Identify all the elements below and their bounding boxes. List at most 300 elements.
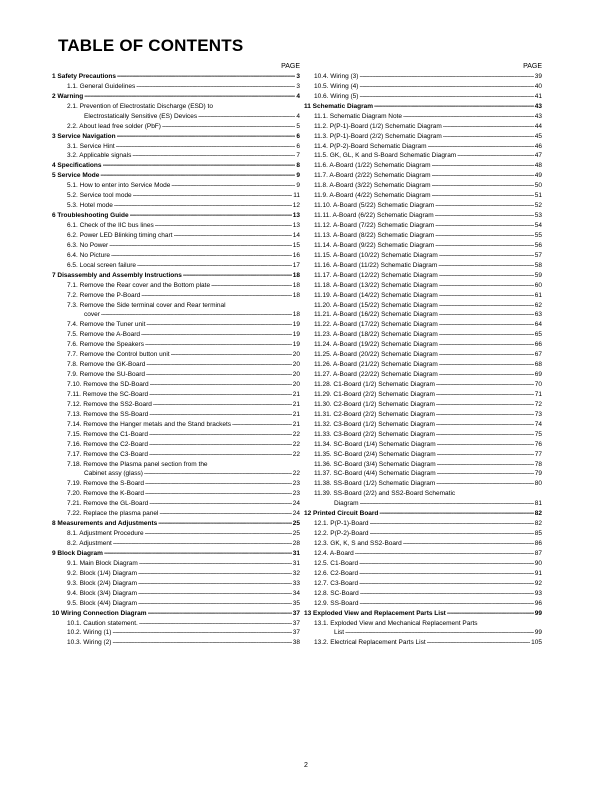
toc-section[interactable] bbox=[48, 161, 300, 171]
toc-entry[interactable] bbox=[48, 301, 300, 311]
dot-leader bbox=[436, 479, 534, 489]
toc-entry-title: 9.2. Block (1/4) Diagram bbox=[67, 569, 138, 577]
dot-leader bbox=[432, 171, 534, 181]
toc-entry-title: 5 Service Mode bbox=[52, 172, 100, 180]
toc-entry-title: 7.16. Remove the C2-Board bbox=[67, 440, 148, 448]
toc-entry-title: 13.1. Exploded View and Mechanical Replacement Parts bbox=[314, 619, 478, 627]
toc-entry-title: 12.9. SS-Board bbox=[314, 599, 359, 607]
toc-entry[interactable] bbox=[297, 479, 542, 489]
toc-entry[interactable] bbox=[297, 291, 542, 301]
toc-entry-title: 11.4. P(P-2)-Board Schematic Diagram bbox=[314, 142, 427, 150]
toc-entry-title: 7.1. Remove the Rear cover and the Bottom plate bbox=[67, 281, 211, 289]
toc-entry-page: 79 bbox=[534, 470, 542, 478]
toc-entry-page: 9 bbox=[296, 182, 300, 190]
toc-entry[interactable] bbox=[48, 221, 300, 231]
dot-leader bbox=[145, 340, 292, 350]
toc-entry-title: 11 Schematic Diagram bbox=[304, 102, 374, 110]
toc-entry[interactable] bbox=[297, 360, 542, 370]
dot-leader bbox=[435, 241, 534, 251]
toc-entry[interactable] bbox=[48, 499, 300, 509]
toc-entry[interactable] bbox=[48, 191, 300, 201]
toc-entry[interactable] bbox=[48, 430, 300, 440]
toc-entry-title: 10.3. Wiring (2) bbox=[67, 639, 112, 647]
toc-entry[interactable] bbox=[297, 430, 542, 440]
toc-entry-page: 33 bbox=[292, 579, 300, 587]
toc-entry-title: 13 Exploded View and Replacement Parts List bbox=[304, 609, 446, 617]
toc-entry[interactable] bbox=[297, 440, 542, 450]
dot-leader bbox=[104, 549, 292, 559]
toc-entry[interactable] bbox=[48, 102, 300, 112]
dot-leader bbox=[139, 619, 292, 629]
toc-section[interactable] bbox=[48, 549, 300, 559]
toc-entry[interactable] bbox=[48, 311, 300, 321]
toc-entry[interactable] bbox=[297, 251, 542, 261]
toc-entry-title: 11.7. A-Board (2/22) Schematic Diagram bbox=[314, 172, 431, 180]
toc-entry-title: 11.32. C3-Board (1/2) Schematic Diagram bbox=[314, 420, 435, 428]
toc-entry-page: 54 bbox=[534, 222, 542, 230]
toc-entry[interactable] bbox=[48, 82, 300, 92]
toc-entry-title: 11.31. C2-Board (2/2) Schematic Diagram bbox=[314, 410, 435, 418]
toc-entry[interactable] bbox=[48, 489, 300, 499]
toc-entry[interactable] bbox=[48, 579, 300, 589]
toc-entry[interactable] bbox=[297, 638, 542, 648]
toc-entry[interactable] bbox=[297, 201, 542, 211]
toc-entry-title: 11.30. C2-Board (1/2) Schematic Diagram bbox=[314, 400, 435, 408]
dot-leader bbox=[149, 410, 291, 420]
toc-entry-page: 19 bbox=[292, 341, 300, 349]
toc-entry-page: 99 bbox=[534, 629, 542, 637]
dot-leader bbox=[112, 628, 291, 638]
toc-entry[interactable] bbox=[48, 340, 300, 350]
toc-entry-page: 22 bbox=[292, 450, 300, 458]
toc-entry[interactable] bbox=[48, 251, 300, 261]
toc-entry[interactable] bbox=[297, 470, 542, 480]
dot-leader bbox=[159, 509, 291, 519]
toc-entry-title: 12.1. P(P-1)-Board bbox=[314, 520, 369, 528]
toc-entry[interactable] bbox=[297, 92, 542, 102]
dot-leader bbox=[149, 499, 291, 509]
dot-leader bbox=[153, 400, 292, 410]
toc-entry[interactable] bbox=[48, 201, 300, 211]
toc-entry[interactable] bbox=[297, 599, 542, 609]
toc-entry-title: 7.13. Remove the SS-Board bbox=[67, 410, 149, 418]
toc-entry[interactable] bbox=[297, 410, 542, 420]
dot-leader bbox=[117, 72, 295, 82]
toc-entry-title: 11.10. A-Board (5/22) Schematic Diagram bbox=[314, 202, 435, 210]
toc-entry[interactable] bbox=[48, 112, 300, 122]
dot-leader bbox=[144, 469, 292, 479]
dot-leader bbox=[100, 171, 295, 181]
dot-leader bbox=[146, 320, 291, 330]
toc-entry-page: 40 bbox=[534, 82, 542, 90]
toc-entry-page: 34 bbox=[292, 589, 300, 597]
toc-entry[interactable] bbox=[297, 400, 542, 410]
toc-entry-page: 21 bbox=[292, 420, 300, 428]
toc-entry-title: 11.11. A-Board (6/22) Schematic Diagram bbox=[314, 212, 434, 220]
toc-entry[interactable] bbox=[297, 519, 542, 529]
toc-entry[interactable] bbox=[297, 142, 542, 152]
toc-entry[interactable] bbox=[297, 82, 542, 92]
toc-entry[interactable] bbox=[48, 320, 300, 330]
toc-entry-title: 6.4. No Picture bbox=[67, 251, 110, 259]
toc-entry-page: 56 bbox=[534, 241, 542, 249]
toc-entry[interactable] bbox=[297, 152, 542, 162]
toc-entry[interactable] bbox=[48, 330, 300, 340]
toc-entry-title: 11.14. A-Board (9/22) Schematic Diagram bbox=[314, 241, 435, 249]
toc-entry-page: 17 bbox=[292, 261, 300, 269]
toc-entry[interactable] bbox=[48, 380, 300, 390]
toc-entry-page: 52 bbox=[534, 202, 542, 210]
dot-leader bbox=[432, 161, 534, 171]
toc-entry[interactable] bbox=[48, 539, 300, 549]
toc-entry[interactable] bbox=[297, 191, 542, 201]
toc-entry[interactable] bbox=[48, 410, 300, 420]
toc-entry-page: 92 bbox=[534, 579, 542, 587]
dot-leader bbox=[439, 301, 534, 311]
toc-entry-page: 99 bbox=[534, 609, 542, 617]
dot-leader bbox=[403, 112, 534, 122]
toc-entry-page: 22 bbox=[292, 430, 300, 438]
toc-entry[interactable] bbox=[48, 599, 300, 609]
toc-entry-title: 7.18. Remove the Plasma panel section from the bbox=[67, 460, 208, 468]
toc-entry-page: 49 bbox=[534, 172, 542, 180]
dot-leader bbox=[146, 360, 291, 370]
toc-entry[interactable] bbox=[297, 629, 542, 639]
toc-entry[interactable] bbox=[297, 549, 542, 559]
dot-leader bbox=[183, 271, 292, 281]
toc-entry[interactable] bbox=[297, 529, 542, 539]
dot-leader bbox=[101, 310, 292, 320]
toc-entry-title: 11.36. SC-Board (3/4) Schematic Diagram bbox=[314, 460, 436, 468]
toc-entry-page: 77 bbox=[534, 450, 542, 458]
dot-leader bbox=[436, 410, 534, 420]
toc-entry-page: 3 bbox=[296, 82, 300, 90]
toc-entry-title: 12.4. A-Board bbox=[314, 549, 354, 557]
dot-leader bbox=[435, 211, 534, 221]
toc-entry[interactable] bbox=[297, 281, 542, 291]
toc-section[interactable] bbox=[48, 271, 300, 281]
toc-entry-page: 73 bbox=[534, 410, 542, 418]
toc-entry[interactable] bbox=[48, 181, 300, 191]
toc-section[interactable] bbox=[48, 609, 300, 619]
toc-entry-title: 7.17. Remove the C3-Board bbox=[67, 450, 148, 458]
toc-entry[interactable] bbox=[297, 221, 542, 231]
toc-entry[interactable] bbox=[48, 479, 300, 489]
toc-entry-title: 11.33. C3-Board (2/2) Schematic Diagram bbox=[314, 430, 435, 438]
toc-entry-title: 5.3. Hotel mode bbox=[67, 202, 113, 210]
toc-entry[interactable] bbox=[297, 370, 542, 380]
toc-entry-page: 48 bbox=[534, 162, 542, 170]
toc-entry-title: 1.1. General Guidelines bbox=[67, 82, 136, 90]
toc-entry-title: 9 Block Diagram bbox=[52, 549, 103, 557]
toc-entry[interactable] bbox=[297, 489, 542, 499]
toc-entry-page: 87 bbox=[534, 549, 542, 557]
toc-entry-page: 4 bbox=[296, 92, 300, 100]
toc-entry[interactable] bbox=[48, 638, 300, 648]
toc-entry-page: 46 bbox=[534, 142, 542, 150]
toc-entry-page: 39 bbox=[534, 72, 542, 80]
dot-leader bbox=[437, 450, 534, 460]
dot-leader bbox=[428, 142, 534, 152]
dot-leader bbox=[359, 82, 533, 92]
toc-entry-page: 16 bbox=[292, 251, 300, 259]
toc-entry-title: 12.7. C3-Board bbox=[314, 579, 359, 587]
toc-entry-page: 62 bbox=[534, 301, 542, 309]
toc-entry[interactable] bbox=[48, 400, 300, 410]
toc-entry[interactable] bbox=[297, 499, 542, 509]
toc-entry-page: 20 bbox=[292, 351, 300, 359]
toc-entry-title: 11.27. A-Board (22/22) Schematic Diagram bbox=[314, 371, 438, 379]
toc-entry-title: 11.6. A-Board (1/22) Schematic Diagram bbox=[314, 162, 431, 170]
toc-column-right bbox=[297, 62, 542, 648]
toc-entry[interactable] bbox=[297, 112, 542, 122]
toc-entry[interactable] bbox=[48, 390, 300, 400]
toc-entry[interactable] bbox=[48, 122, 300, 132]
toc-entry[interactable] bbox=[297, 231, 542, 241]
toc-entry-page: 31 bbox=[292, 559, 300, 567]
dot-leader bbox=[437, 469, 534, 479]
toc-entry-title: 4 Specifications bbox=[52, 162, 102, 170]
dot-leader bbox=[132, 151, 295, 161]
toc-entry[interactable] bbox=[297, 161, 542, 171]
toc-entry-page: 32 bbox=[292, 569, 300, 577]
toc-entry-page: 82 bbox=[534, 510, 542, 518]
toc-entry-page: 22 bbox=[292, 440, 300, 448]
toc-entry-page: 71 bbox=[534, 390, 542, 398]
toc-entry-title: 11.22. A-Board (17/22) Schematic Diagram bbox=[314, 321, 438, 329]
toc-entry[interactable] bbox=[297, 271, 542, 281]
toc-entry-page: 55 bbox=[534, 231, 542, 239]
dot-leader bbox=[103, 161, 296, 171]
toc-entry[interactable] bbox=[297, 181, 542, 191]
toc-entry-page: 25 bbox=[292, 530, 300, 538]
toc-entry[interactable] bbox=[297, 311, 542, 321]
toc-entry[interactable] bbox=[48, 261, 300, 271]
toc-entry-title: 7.20. Remove the K-Board bbox=[67, 490, 144, 498]
toc-entry-title: 7.14. Remove the Hanger metals and the Stand brackets bbox=[67, 420, 232, 428]
toc-entry[interactable] bbox=[48, 370, 300, 380]
toc-entry-page: 80 bbox=[534, 480, 542, 488]
toc-entry-title: 11.25. A-Board (20/22) Schematic Diagram bbox=[314, 351, 438, 359]
toc-section[interactable] bbox=[48, 171, 300, 181]
dot-leader bbox=[171, 350, 292, 360]
toc-entry-page: 24 bbox=[292, 500, 300, 508]
toc-entry-title: 11.23. A-Board (18/22) Schematic Diagram bbox=[314, 331, 438, 339]
toc-section[interactable] bbox=[48, 132, 300, 142]
toc-entry-page: 18 bbox=[292, 271, 300, 279]
dot-leader bbox=[117, 132, 296, 142]
toc-entry-page: 85 bbox=[534, 530, 542, 538]
toc-entry-title: 1 Safety Precautions bbox=[52, 72, 116, 80]
toc-section[interactable] bbox=[48, 211, 300, 221]
toc-entry-page: 24 bbox=[292, 510, 300, 518]
toc-entry-page: 22 bbox=[292, 470, 300, 478]
toc-section[interactable] bbox=[48, 92, 300, 102]
toc-entry-page: 67 bbox=[534, 351, 542, 359]
toc-entry-title: 11.34. SC-Board (1/4) Schematic Diagram bbox=[314, 440, 436, 448]
dot-leader bbox=[439, 370, 534, 380]
toc-entry-title: 11.35. SC-Board (2/4) Schematic Diagram bbox=[314, 450, 436, 458]
toc-entry-page: 66 bbox=[534, 341, 542, 349]
toc-entry-title: 10.1. Caution statement. bbox=[67, 619, 138, 627]
toc-entry-page: 19 bbox=[292, 331, 300, 339]
toc-entry-title: 9.1. Main Block Diagram bbox=[67, 559, 138, 567]
dot-leader bbox=[436, 400, 534, 410]
toc-entry-title: 7.15. Remove the C1-Board bbox=[67, 430, 148, 438]
toc-entry-page: 37 bbox=[292, 609, 300, 617]
toc-entry[interactable] bbox=[297, 350, 542, 360]
dot-leader bbox=[359, 569, 534, 579]
toc-entry-title: 7.11. Remove the SC-Board bbox=[67, 390, 149, 398]
toc-entry[interactable] bbox=[297, 261, 542, 271]
toc-list-left bbox=[48, 72, 300, 648]
toc-entry-title: 12.5. C1-Board bbox=[314, 559, 359, 567]
toc-entry-title: 11.1. Schematic Diagram Note bbox=[314, 112, 403, 120]
toc-entry[interactable] bbox=[48, 350, 300, 360]
dot-leader bbox=[232, 420, 292, 430]
toc-list-right bbox=[297, 72, 542, 648]
toc-entry-title: 12 Printed Circuit Board bbox=[304, 510, 379, 518]
toc-section[interactable] bbox=[297, 609, 542, 619]
toc-entry-page: 20 bbox=[292, 371, 300, 379]
toc-entry[interactable] bbox=[48, 241, 300, 251]
toc-entry[interactable] bbox=[48, 559, 300, 569]
toc-entry[interactable] bbox=[297, 420, 542, 430]
toc-entry-title: 11.38. SS-Board (1/2) Schematic Diagram bbox=[314, 480, 436, 488]
toc-entry-page: 5 bbox=[296, 122, 300, 130]
toc-entry[interactable] bbox=[297, 301, 542, 311]
dot-leader bbox=[439, 360, 534, 370]
dot-leader bbox=[171, 181, 295, 191]
toc-entry-title: 10.6. Wiring (5) bbox=[314, 92, 359, 100]
toc-entry[interactable] bbox=[48, 142, 300, 152]
toc-entry[interactable] bbox=[48, 450, 300, 460]
toc-entry-title: 11.26. A-Board (21/22) Schematic Diagram bbox=[314, 361, 438, 369]
toc-entry-title: 8.1. Adjustment Procedure bbox=[67, 530, 144, 538]
toc-entry[interactable] bbox=[297, 330, 542, 340]
toc-entry-page: 21 bbox=[292, 410, 300, 418]
toc-entry[interactable] bbox=[297, 340, 542, 350]
toc-entry[interactable] bbox=[48, 619, 300, 629]
dot-leader bbox=[146, 370, 292, 380]
toc-entry[interactable] bbox=[297, 619, 542, 629]
toc-entry[interactable] bbox=[297, 72, 542, 82]
toc-entry[interactable] bbox=[297, 450, 542, 460]
toc-entry[interactable] bbox=[48, 470, 300, 480]
toc-section[interactable] bbox=[48, 72, 300, 82]
toc-entry[interactable] bbox=[48, 589, 300, 599]
toc-entry-page: 74 bbox=[534, 420, 542, 428]
toc-entry-title: 5.1. How to enter into Service Mode bbox=[67, 182, 171, 190]
toc-section[interactable] bbox=[48, 519, 300, 529]
toc-entry-title: 11.2. P(P-1)-Board (1/2) Schematic Diagram bbox=[314, 122, 442, 130]
dot-leader bbox=[113, 539, 292, 549]
toc-entry-title: 7.6. Remove the Speakers bbox=[67, 341, 144, 349]
toc-entry-title: 3.1. Service Hint bbox=[67, 142, 115, 150]
toc-entry-page: 57 bbox=[534, 251, 542, 259]
toc-entry[interactable] bbox=[297, 569, 542, 579]
toc-entry-page: 28 bbox=[292, 540, 300, 548]
toc-entry[interactable] bbox=[48, 291, 300, 301]
toc-entry[interactable] bbox=[297, 122, 542, 132]
toc-entry[interactable] bbox=[48, 629, 300, 639]
toc-section[interactable] bbox=[297, 509, 542, 519]
toc-entry-title: cover bbox=[84, 311, 100, 319]
toc-entry[interactable] bbox=[297, 132, 542, 142]
toc-entry-page: 43 bbox=[534, 112, 542, 120]
toc-entry-page: 45 bbox=[534, 132, 542, 140]
toc-entry[interactable] bbox=[297, 211, 542, 221]
dot-leader bbox=[141, 330, 292, 340]
toc-entry-page: 41 bbox=[534, 92, 542, 100]
toc-entry-page: 23 bbox=[292, 490, 300, 498]
toc-entry[interactable] bbox=[297, 380, 542, 390]
toc-entry[interactable] bbox=[48, 152, 300, 162]
toc-entry[interactable] bbox=[297, 589, 542, 599]
toc-entry-title: 7 Disassembly and Assembly Instructions bbox=[52, 271, 182, 279]
toc-entry-title: 11.28. C1-Board (1/2) Schematic Diagram bbox=[314, 381, 435, 389]
toc-entry-page: 64 bbox=[534, 321, 542, 329]
toc-entry-title: Electrostatically Sensitive (ES) Devices bbox=[84, 112, 198, 120]
toc-entry-page: 37 bbox=[292, 629, 300, 637]
toc-entry-title: 7.12. Remove the SS2-Board bbox=[67, 400, 152, 408]
toc-entry[interactable] bbox=[48, 460, 300, 470]
dot-leader bbox=[145, 479, 292, 489]
toc-entry[interactable] bbox=[48, 281, 300, 291]
dot-leader bbox=[457, 151, 534, 161]
dot-leader bbox=[130, 211, 292, 221]
toc-entry-page: 75 bbox=[534, 430, 542, 438]
toc-entry-page: 3 bbox=[296, 72, 300, 80]
dot-leader bbox=[138, 589, 292, 599]
toc-entry-title: 3 Service Navigation bbox=[52, 132, 116, 140]
toc-entry[interactable] bbox=[297, 559, 542, 569]
toc-entry[interactable] bbox=[297, 320, 542, 330]
toc-entry[interactable] bbox=[297, 241, 542, 251]
toc-entry-title: 2.1. Prevention of Electrostatic Discharge (ESD) to bbox=[67, 102, 213, 110]
toc-entry[interactable] bbox=[48, 360, 300, 370]
toc-entry[interactable] bbox=[297, 171, 542, 181]
toc-entry[interactable] bbox=[48, 529, 300, 539]
dot-leader bbox=[379, 509, 533, 519]
toc-entry-title: 10 Wiring Connection Diagram bbox=[52, 609, 147, 617]
dot-leader bbox=[374, 102, 534, 112]
toc-entry[interactable] bbox=[297, 390, 542, 400]
toc-entry[interactable] bbox=[297, 579, 542, 589]
toc-entry-page: 21 bbox=[292, 390, 300, 398]
dot-leader bbox=[150, 380, 292, 390]
dot-leader bbox=[432, 181, 534, 191]
toc-entry-title: 6.2. Power LED Blinking timing chart bbox=[67, 231, 173, 239]
toc-entry-page: 61 bbox=[534, 291, 542, 299]
toc-entry[interactable] bbox=[48, 509, 300, 519]
toc-entry[interactable] bbox=[48, 569, 300, 579]
dot-leader bbox=[158, 519, 292, 529]
toc-entry[interactable] bbox=[48, 420, 300, 430]
toc-entry[interactable] bbox=[297, 539, 542, 549]
toc-entry[interactable] bbox=[48, 440, 300, 450]
toc-entry-title: 8 Measurements and Adjustments bbox=[52, 520, 158, 528]
toc-entry-page: 59 bbox=[534, 271, 542, 279]
toc-entry[interactable] bbox=[297, 460, 542, 470]
toc-entry-page: 91 bbox=[534, 569, 542, 577]
toc-entry-title: 11.12. A-Board (7/22) Schematic Diagram bbox=[314, 222, 435, 230]
toc-entry[interactable] bbox=[48, 231, 300, 241]
dot-leader bbox=[155, 221, 292, 231]
toc-entry-title: 10.5. Wiring (4) bbox=[314, 82, 359, 90]
toc-entry-title: 12.8. SC-Board bbox=[314, 589, 359, 597]
toc-section[interactable] bbox=[297, 102, 542, 112]
